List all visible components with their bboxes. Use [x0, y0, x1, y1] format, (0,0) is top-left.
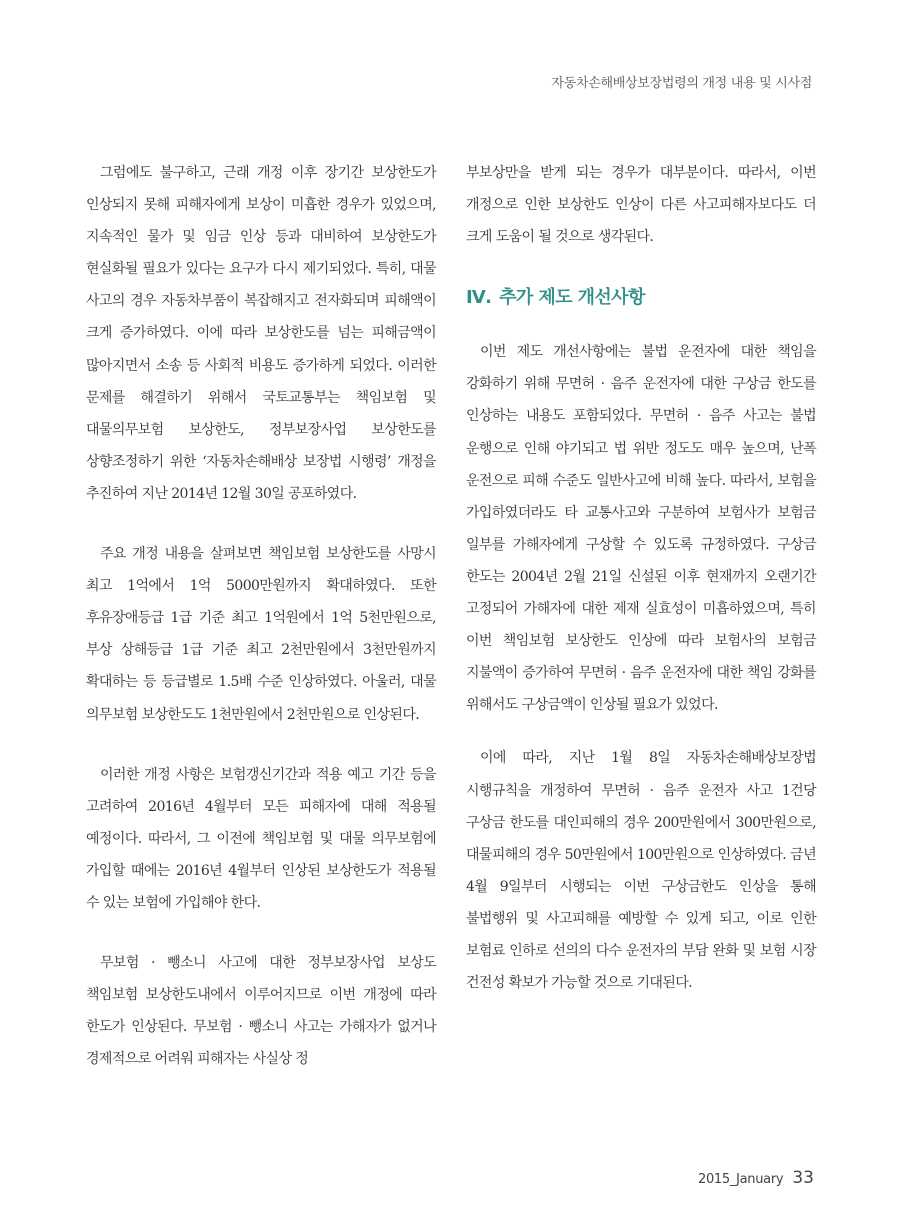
section-number: Ⅳ.	[466, 287, 492, 309]
section-title: 추가 제도 개선사항	[499, 287, 645, 309]
running-header: 자동차손해배상보장법령의 개정 내용 및 시사점	[551, 76, 812, 91]
body-paragraph: 주요 개정 내용을 살펴보면 책임보험 보상한도를 사망시 최고 1억에서 1억 5000만원까지 확대하였다. 또한 후유장애등급 1급 기준 최고 1억원에서 1억 5천만원으로, 부상 상해등급 1급 기준 최고 2천만원에서 3천만원까지 확대하는 등 등급별로 1.5배 수준 인상하였다. 아울러, 대물 의무보험 보상한도도 1천만원에서 2천만원으로 인상된다.	[86, 546, 436, 723]
issue-label: 2015_January	[697, 1172, 784, 1187]
page-footer	[698, 1168, 814, 1188]
left-column	[86, 157, 436, 1075]
body-paragraph: 무보험 · 뺑소니 사고에 대한 정부보장사업 보상도 책임보험 보상한도내에서 이루어지므로 이번 개정에 따라 한도가 인상된다. 무보험 · 뺑소니 사고는 가해자가 없거나 경제적으로 어려워 피해자는 사실상 정	[86, 955, 436, 1068]
body-paragraph: 그럼에도 불구하고, 근래 개정 이후 장기간 보상한도가 인상되지 못해 피해자에게 보상이 미흡한 경우가 있었으며, 지속적인 물가 및 임금 인상 등과 대비하여 보상한도가 현실화될 필요가 있다는 요구가 다시 제기되었다. 특히, 대물 사고의 경우 자동차부품이 복잡해지고 전자화되며 피해액이 크게 증가하였다. 이에 따라 보상한도를 넘는 피해금액이 많아지면서 소송 등 사회적 비용도 증가하게 되었다. 이러한 문제를 해결하기 위해서 국토교통부는 책임보험 및 대물의무보험 보상한도, 정부보장사업 보상한도를 상향조정하기 위한 ‘자동차손해배상 보장법 시행령’ 개정을 추진하여 지난 2014년 12월 30일 공포하였다.	[86, 165, 436, 502]
body-paragraph: 이번 제도 개선사항에는 불법 운전자에 대한 책임을 강화하기 위해 무면허 · 음주 운전자에 대한 구상금 한도를 인상하는 내용도 포함되었다. 무면허 · 음주 사고는 불법 운행으로 인해 야기되고 법 위반 정도도 매우 높으며, 난폭 운전으로 피해 수준도 일반사고에 비해 높다. 따라서, 보험을 가입하였더라도 타 교통사고와 구분하여 보험사가 보험금 일부를 가해자에게 구상할 수 있도록 규정하였다. 구상금 한도는 2004년 2월 21일 신설된 이후 현재까지 오랜기간 고정되어 가해자에 대한 제재 실효성이 미흡하였으며, 특히 이번 책임보험 보상한도 인상에 따라 보험사의 보험금 지불액이 증가하여 무면허 · 음주 운전자에 대한 책임 강화를 위해서도 구상금액이 인상될 필요가 있었다.	[466, 344, 816, 714]
right-column	[466, 157, 816, 999]
page-number: 33	[792, 1168, 814, 1188]
section-heading	[466, 280, 816, 316]
body-paragraph: 이에 따라, 지난 1월 8일 자동차손해배상보장법 시행규칙을 개정하여 무면허 · 음주 운전자 사고 1건당 구상금 한도를 대인피해의 경우 200만원에서 300만원으로, 대물피해의 경우 50만원에서 100만원으로 인상하였다. 금년 4월 9일부터 시행되는 이번 구상금한도 인상을 통해 불법행위 및 사고피해를 예방할 수 있게 되고, 이로 인한 보험료 인하로 선의의 다수 운전자의 부담 완화 및 보험 시장 건전성 확보가 가능할 것으로 기대된다.	[466, 750, 816, 992]
body-paragraph: 이러한 개정 사항은 보험갱신기간과 적용 예고 기간 등을 고려하여 2016년 4월부터 모든 피해자에 대해 적용될 예정이다. 따라서, 그 이전에 책임보험 및 대물 의무보험에 가입할 때에는 2016년 4월부터 인상된 보상한도가 적용될 수 있는 보험에 가입해야 한다.	[86, 766, 436, 911]
continuation-paragraph: 부보상만을 받게 되는 경우가 대부분이다. 따라서, 이번 개정으로 인한 보상한도 인상이 다른 사고피해자보다도 더 크게 도움이 될 것으로 생각된다.	[466, 165, 816, 246]
